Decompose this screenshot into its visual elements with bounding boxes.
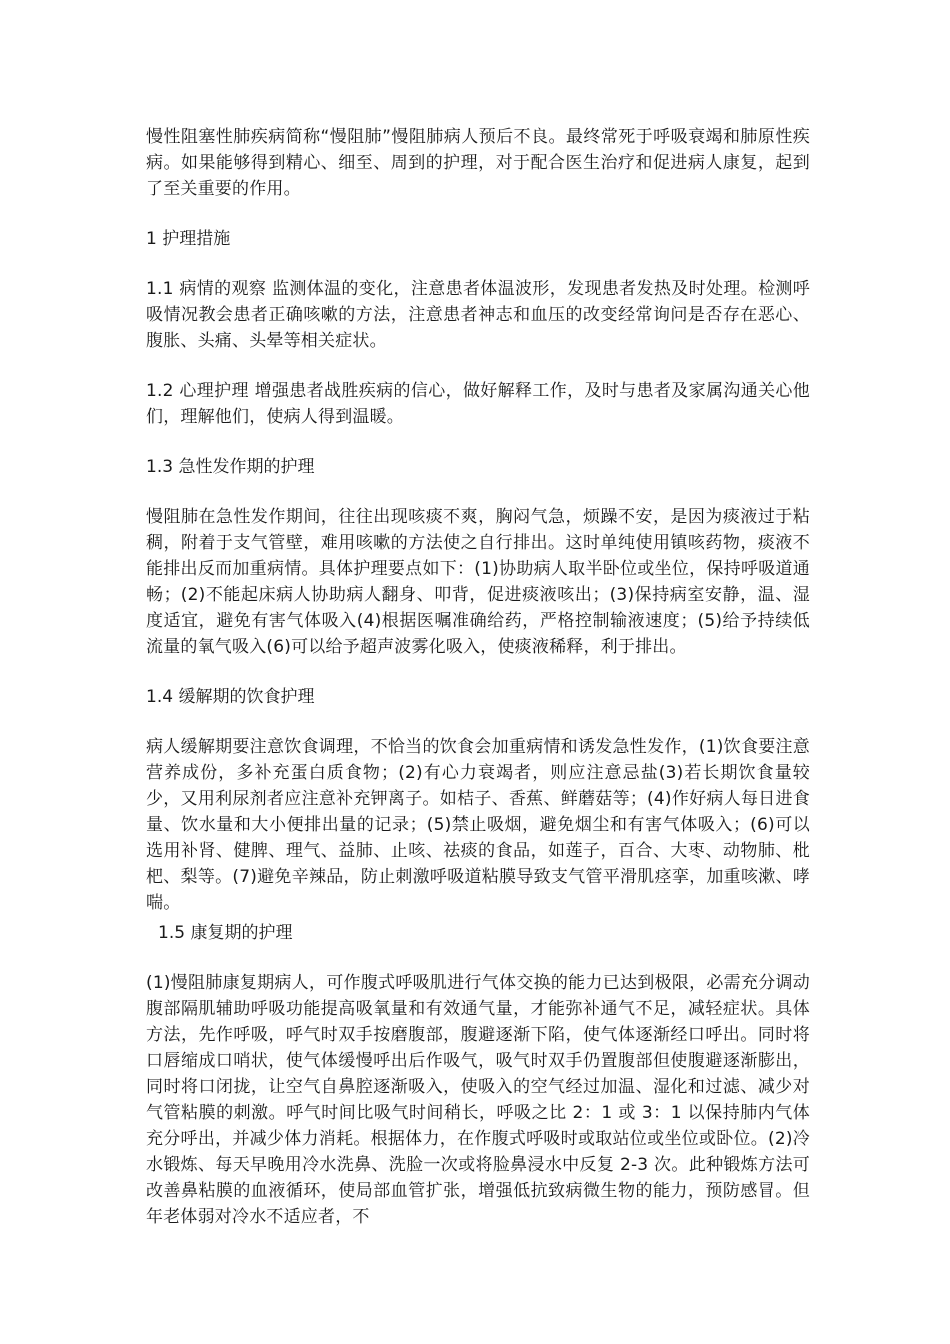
- section-1-1-paragraph: 1.1 病情的观察 监测体温的变化，注意患者体温波形，发现患者发热及时处理。检测呼吸情况教会患者正确咳嗽的方法，注意患者神志和血压的改变经常询问是否存在恶心、腹胀、头痛、头晕等相关症状。: [146, 279, 810, 351]
- document-page: [146, 124, 810, 1230]
- section-1-5-heading: 1.5 康复期的护理: [158, 923, 293, 943]
- section-1-3-paragraph: 慢阻肺在急性发作期间，往往出现咳痰不爽，胸闷气急，烦躁不安，是因为痰液过于粘稠，附着于支气管壁，难用咳嗽的方法使之自行排出。这时单纯使用镇咳药物，痰液不能排出反而加重病情。具体护理要点如下：(1)协助病人取半卧位或坐位，保持呼吸道通畅；(2)不能起床病人协助病人翻身、叩背，促进痰液咳出；(3)保持病室安静，温、湿度适宜，避免有害气体吸入(4)根据医嘱准确给药，严格控制输液速度；(5)给予持续低流量的氧气吸入(6)可以给予超声波雾化吸入，使痰液稀释，利于排出。: [146, 507, 811, 657]
- section-1-5-paragraph: (1)慢阻肺康复期病人，可作腹式呼吸肌进行气体交换的能力已达到极限，必需充分调动腹部隔肌辅助呼吸功能提高吸氧量和有效通气量，才能弥补通气不足，减轻症状。具体方法，先作呼吸，呼气时双手按磨腹部，腹避逐渐下陷，使气体逐渐经口呼出。同时将口唇缩成口哨状，使气体缓慢呼出后作吸气，吸气时双手仍置腹部但使腹避逐渐膨出，同时将口闭拢，让空气自鼻腔逐渐吸入，使吸入的空气经过加温、湿化和过滤、减少对气管粘膜的刺激。呼气时间比吸气时间稍长，呼吸之比 2：1 或 3：1 以保持肺内气体充分呼出，并减少体力消耗。根据体力，在作腹式呼吸时或取站位或坐位或卧位。(2)冷水锻炼、每天早晚用冷水洗鼻、洗脸一次或将脸鼻浸水中反复 2-3 次。此种锻炼方法可改善鼻粘膜的血液循环，使局部血管扩张，增强低抗致病微生物的能力，预防感冒。但年老体弱对冷水不适应者，不: [146, 973, 810, 1227]
- section-1-4-paragraph: 病人缓解期要注意饮食调理，不恰当的饮食会加重病情和诱发急性发作，(1)饮食要注意营养成份，多补充蛋白质食物；(2)有心力衰竭者，则应注意忌盐(3)若长期饮食量较少，又用利尿剂者应注意补充钾离子。如桔子、香蕉、鲜蘑菇等；(4)作好病人每日进食量、饮水量和大小便排出量的记录；(5)禁止吸烟，避免烟尘和有害气体吸入；(6)可以选用补肾、健脾、理气、益肺、止咳、祛痰的食品，如莲子，百合、大枣、动物肺、枇杷、梨等。(7)避免辛辣品，防止刺激呼吸道粘膜导致支气管平滑肌痉挛，加重咳漱、哮喘。: [146, 737, 810, 913]
- section-1-2-paragraph: 1.2 心理护理 增强患者战胜疾病的信心，做好解释工作，及时与患者及家属沟通关心他们，理解他们，使病人得到温暖。: [146, 381, 810, 427]
- section-1-heading: 1 护理措施: [146, 229, 231, 249]
- section-1-3-heading: 1.3 急性发作期的护理: [146, 457, 315, 477]
- intro-paragraph: 慢性阻塞性肺疾病简称“慢阻肺”慢阻肺病人预后不良。最终常死于呼吸衰竭和肺原性疾病。如果能够得到精心、细至、周到的护理，对于配合医生治疗和促进病人康复，起到了至关重要的作用。: [146, 127, 810, 199]
- section-1-4-heading: 1.4 缓解期的饮食护理: [146, 687, 315, 707]
